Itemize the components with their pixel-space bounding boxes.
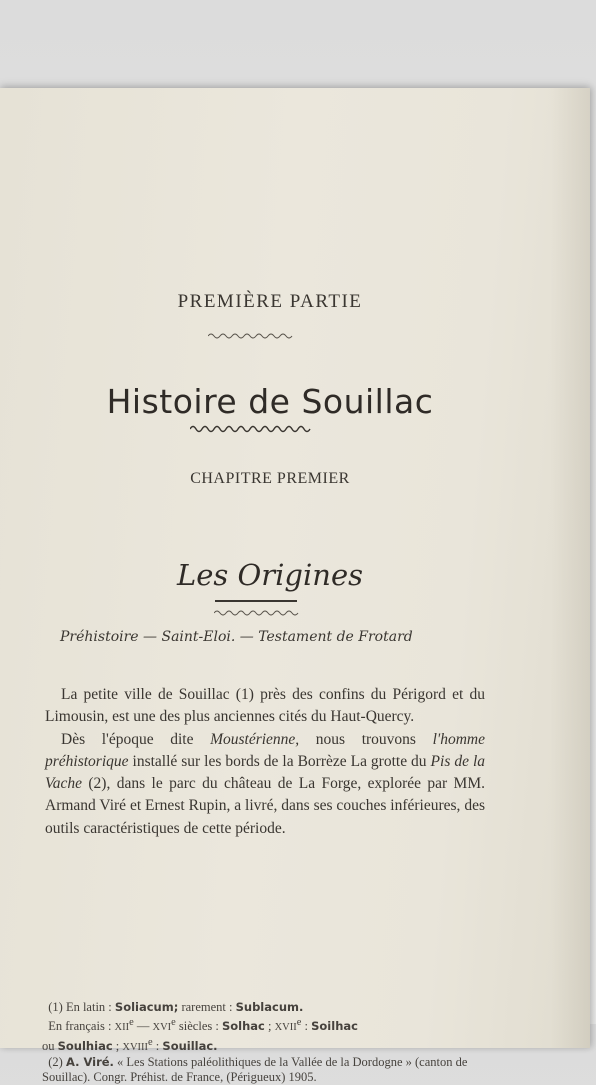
fn-bold: Soliacum; — [114, 1000, 179, 1014]
chapter-rule — [215, 600, 297, 602]
ornament-wave-3 — [214, 609, 300, 617]
fn-text: « Les Stations paléolithiques de la Vallée de la Dordogne » (canton de Souillac). Congr. Préhist. de France, (Périgueux) 1905. — [42, 1055, 468, 1085]
ornament-wave-2 — [190, 424, 314, 433]
fn-text: : — [301, 1019, 312, 1034]
fn-text: (2) — [48, 1055, 66, 1070]
fn-bold: Soilhac — [311, 1019, 358, 1034]
fn-bold: A. Viré. — [65, 1055, 114, 1070]
fn-text: ou — [42, 1039, 58, 1054]
part-heading: PREMIÈRE PARTIE — [177, 291, 363, 312]
paragraph-2 — [45, 729, 485, 840]
footnote-1 — [42, 1000, 492, 1055]
fn-text: : — [152, 1039, 163, 1054]
page-edge-shadow — [550, 88, 590, 1048]
text-run: nous trouvons — [299, 730, 433, 748]
fn-sup: e — [296, 1017, 302, 1028]
fn-text: XVIII — [122, 1042, 149, 1054]
fn-text: XVI — [152, 1022, 172, 1034]
fn-text: XVII — [274, 1022, 297, 1034]
fn-bold: Sublacum. — [235, 1000, 304, 1014]
body-text — [45, 684, 485, 840]
footnotes — [42, 1000, 492, 1085]
italic-run: Moustérienne, — [210, 730, 300, 748]
chapter-sections: Préhistoire — Saint-Eloi. — Testament de Frotard — [60, 629, 413, 645]
book-title: Histoire de Souillac — [106, 382, 434, 421]
fn-text: En français : — [48, 1019, 115, 1034]
fn-text: (1) En latin : — [48, 1000, 115, 1014]
fn-text: siècles : — [175, 1019, 222, 1034]
text-run: installé sur les bords de la Borrèze La grotte du — [128, 752, 431, 770]
fn-text: ; — [264, 1019, 275, 1034]
text-run: (2), dans le parc du château de La Forge, explorée par MM. Armand Viré et Ernest Rupin, a livré, dans ses couches inférieures, des outils caractéristiques de cette période. — [45, 775, 485, 837]
fn-bold: Solhac — [221, 1019, 265, 1034]
fn-sup: e — [148, 1037, 153, 1049]
fn-sup: e — [129, 1017, 134, 1028]
footnote-2 — [42, 1055, 492, 1085]
book-page — [0, 88, 590, 1085]
fn-bold: Souillac. — [162, 1039, 218, 1054]
fn-text: ; — [112, 1039, 123, 1054]
italic-run: Pis de la Vache — [45, 752, 485, 793]
fn-text: XII — [114, 1022, 130, 1034]
fn-text: rarement : — [178, 1000, 236, 1014]
paragraph-1: La petite ville de Souillac (1) près des confins du Périgord et du Limousin, est une des plus anciennes cités du Haut-Quercy. — [45, 686, 485, 726]
italic-run: l'homme préhistorique — [45, 730, 485, 770]
chapter-title: Les Origines — [177, 558, 363, 592]
ornament-wave-1 — [208, 332, 294, 340]
fn-text: — — [133, 1019, 153, 1034]
fn-bold: Soulhiac — [57, 1039, 113, 1054]
chapter-heading: CHAPITRE PREMIER — [190, 470, 350, 487]
text-run: Dès l'époque dite — [61, 730, 211, 748]
fn-sup: e — [171, 1017, 176, 1028]
